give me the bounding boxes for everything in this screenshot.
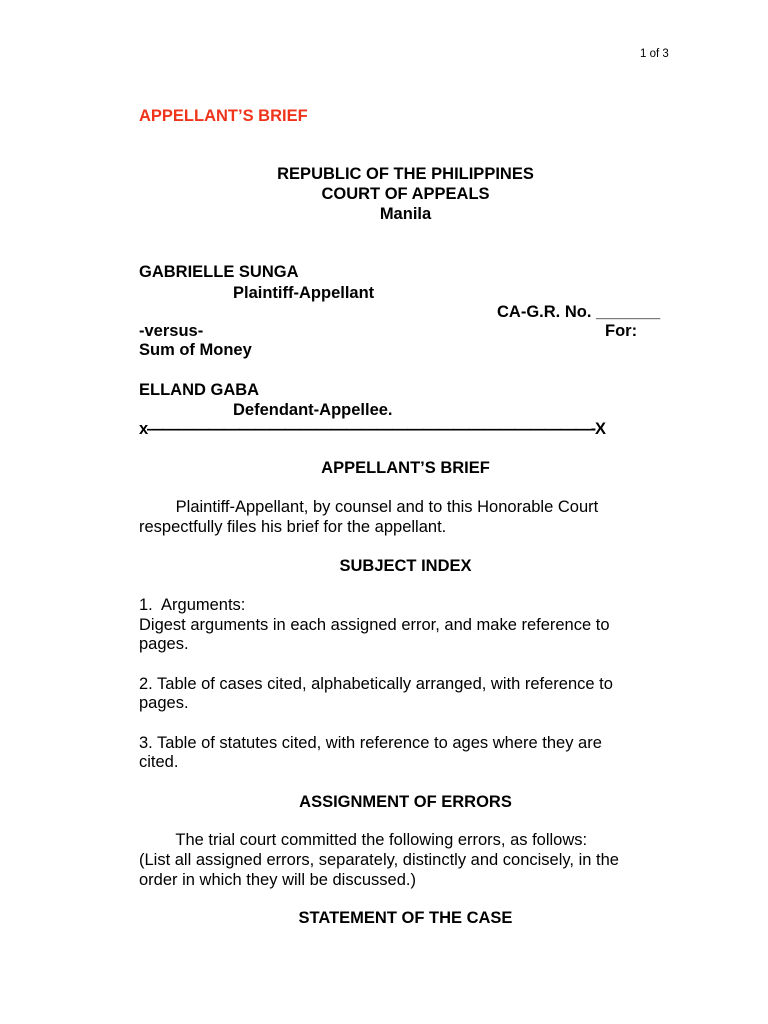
statement-heading: STATEMENT OF THE CASE <box>298 909 513 927</box>
case-nature: Sum of Money <box>139 341 252 359</box>
index-item-1-title: 1. Arguments: <box>139 596 246 614</box>
intro-line-1: Plaintiff-Appellant, by counsel and to this Honorable Court <box>139 498 599 516</box>
index-item-1-line-1: Digest arguments in each assigned error, and make reference to <box>139 616 610 634</box>
caption-separator: x—————————————————————————————-X <box>139 420 605 438</box>
versus-label: -versus- <box>139 322 204 340</box>
index-item-3-line-2: cited. <box>139 753 179 771</box>
header-city: Manila <box>379 205 432 223</box>
intro-line-2: respectfully files his brief for the appellant. <box>139 518 447 536</box>
case-number: CA-G.R. No. _______ <box>497 303 661 321</box>
index-item-2-line-2: pages. <box>139 694 189 712</box>
brief-title: APPELLANT’S BRIEF <box>321 459 490 477</box>
assignment-heading: ASSIGNMENT OF ERRORS <box>299 793 512 811</box>
index-item-1-line-2: pages. <box>139 635 189 653</box>
defendant-name: ELLAND GABA <box>139 381 260 399</box>
page-number: 1 of 3 <box>640 48 669 60</box>
index-item-2-line-1: 2. Table of cases cited, alphabetically arranged, with reference to <box>139 675 613 693</box>
index-item-3-line-1: 3. Table of statutes cited, with reference to ages where they are <box>139 734 602 752</box>
header-republic: REPUBLIC OF THE PHILIPPINES <box>277 165 534 183</box>
plaintiff-role: Plaintiff-Appellant <box>233 284 375 302</box>
assignment-line-2: (List all assigned errors, separately, distinctly and concisely, in the <box>139 851 619 869</box>
plaintiff-name: GABRIELLE SUNGA <box>139 263 299 281</box>
header-court: COURT OF APPEALS <box>321 185 490 203</box>
assignment-line-1: The trial court committed the following errors, as follows: <box>139 831 588 849</box>
subject-index-heading: SUBJECT INDEX <box>339 557 472 575</box>
assignment-line-3: order in which they will be discussed.) <box>139 871 416 889</box>
for-label: For: <box>605 322 638 340</box>
defendant-role: Defendant-Appellee. <box>233 401 393 419</box>
document-type-label: APPELLANT’S BRIEF <box>139 107 308 125</box>
